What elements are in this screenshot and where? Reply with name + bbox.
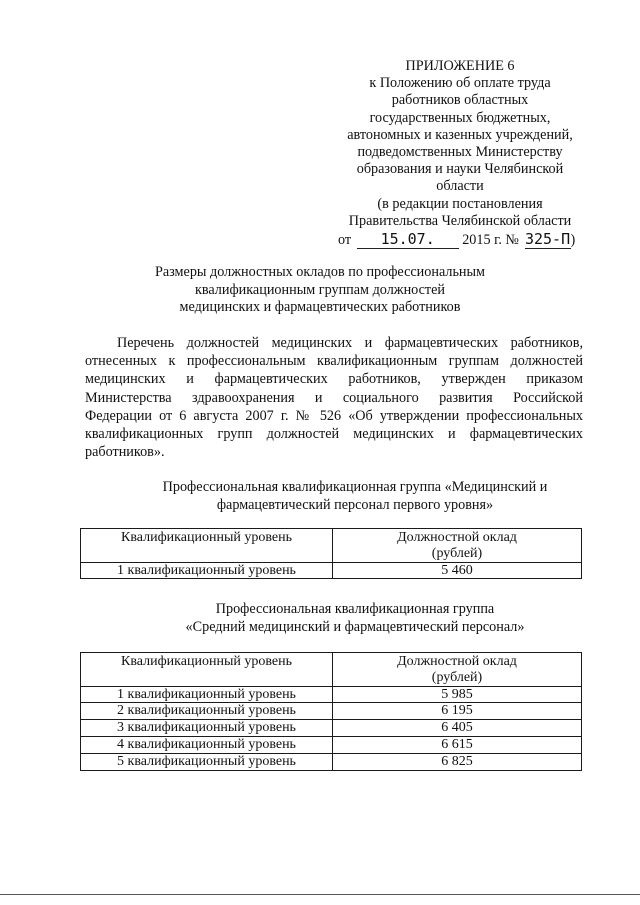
intro-line: Перечень должностей медицинских и фармацевтических работников, [117, 335, 583, 351]
appendix-line: подведомственных Министерству [357, 144, 563, 161]
appendix-line: к Положению об оплате труда [369, 75, 551, 92]
table-row [81, 562, 582, 579]
appendix-header [330, 58, 590, 230]
group-2-salary-table [80, 652, 582, 771]
header-salary [333, 529, 582, 563]
table-row [81, 753, 582, 770]
header-level: Квалификационный уровень [81, 653, 333, 687]
table-header-row [81, 653, 582, 687]
title-line: квалификационным группам должностей [194, 281, 446, 298]
title-line: медицинских и фармацевтических работников [179, 299, 461, 315]
level-cell: 4 квалификационный уровень [81, 736, 333, 753]
appendix-line: работников областных [391, 92, 529, 109]
intro-line: медицинских и фармацевтических работников, утвержден приказом [85, 371, 583, 388]
level-cell: 5 квалификационный уровень [81, 753, 333, 770]
level-cell: 2 квалификационный уровень [81, 703, 333, 720]
table-row [81, 736, 582, 753]
appendix-line: (в редакции постановления [377, 195, 543, 212]
header-salary-line1: Должностной оклад [397, 654, 517, 669]
appendix-title: ПРИЛОЖЕНИЕ 6 [405, 58, 515, 74]
sig-prefix: от [338, 232, 352, 248]
header-salary-line2: (рублей) [431, 545, 483, 561]
table-row [81, 703, 582, 720]
resolution-number: 325-П [524, 230, 571, 248]
intro-line: работников». [85, 444, 165, 461]
salary-cell: 5 985 [333, 686, 582, 703]
appendix-line: государственных бюджетных, [369, 109, 551, 126]
level-cell: 1 квалификационный уровень [81, 562, 333, 579]
header-salary [333, 653, 582, 687]
salary-cell: 6 405 [333, 720, 582, 737]
sig-year: 2015 г. № [462, 232, 519, 248]
title-line: Размеры должностных окладов по профессиональным [154, 264, 486, 280]
page-bottom-edge [0, 894, 640, 895]
appendix-line: образования и науки Челябинской [356, 161, 564, 178]
appendix-line: области [436, 178, 484, 195]
resolution-reference [338, 231, 608, 249]
table-header-row [81, 529, 582, 563]
intro-line: Федерации от 6 августа 2007 г. № 526 «Об утверждении профессиональных [85, 407, 583, 424]
appendix-line: Правительства Челябинской области [348, 212, 572, 229]
level-cell: 1 квалификационный уровень [81, 686, 333, 703]
intro-line: отнесенных к профессиональным квалификационным группам должностей [85, 353, 583, 370]
group-title-line: фармацевтический персонал первого уровня» [216, 497, 494, 513]
intro-line: Министерства здравоохранения и социального развития Российской [85, 389, 583, 406]
salary-cell: 6 615 [333, 736, 582, 753]
group-title-line: «Средний медицинский и фармацевтический персонал» [185, 619, 525, 635]
salary-cell: 6 825 [333, 753, 582, 770]
intro-paragraph [85, 334, 583, 461]
table-row [81, 686, 582, 703]
sig-close: ) [570, 232, 576, 248]
group-title-line: Профессиональная квалификационная группа [215, 601, 495, 617]
appendix-line: автономных и казенных учреждений, [347, 126, 573, 143]
header-level: Квалификационный уровень [81, 529, 333, 563]
header-salary-line1: Должностной оклад [397, 530, 517, 545]
table-row [81, 720, 582, 737]
document-title [60, 264, 580, 317]
group-1-title [135, 478, 575, 514]
resolution-date: 15.07. [357, 231, 459, 249]
salary-cell: 5 460 [333, 562, 582, 579]
group-1-salary-table [80, 528, 582, 579]
group-2-title [150, 600, 560, 636]
group-title-line: Профессиональная квалификационная группа «Медицинский и [162, 479, 548, 495]
intro-line: квалификационных групп должностей медицинских и фармацевтических [85, 426, 583, 443]
level-cell: 3 квалификационный уровень [81, 720, 333, 737]
salary-cell: 6 195 [333, 703, 582, 720]
header-salary-line2: (рублей) [431, 669, 483, 685]
